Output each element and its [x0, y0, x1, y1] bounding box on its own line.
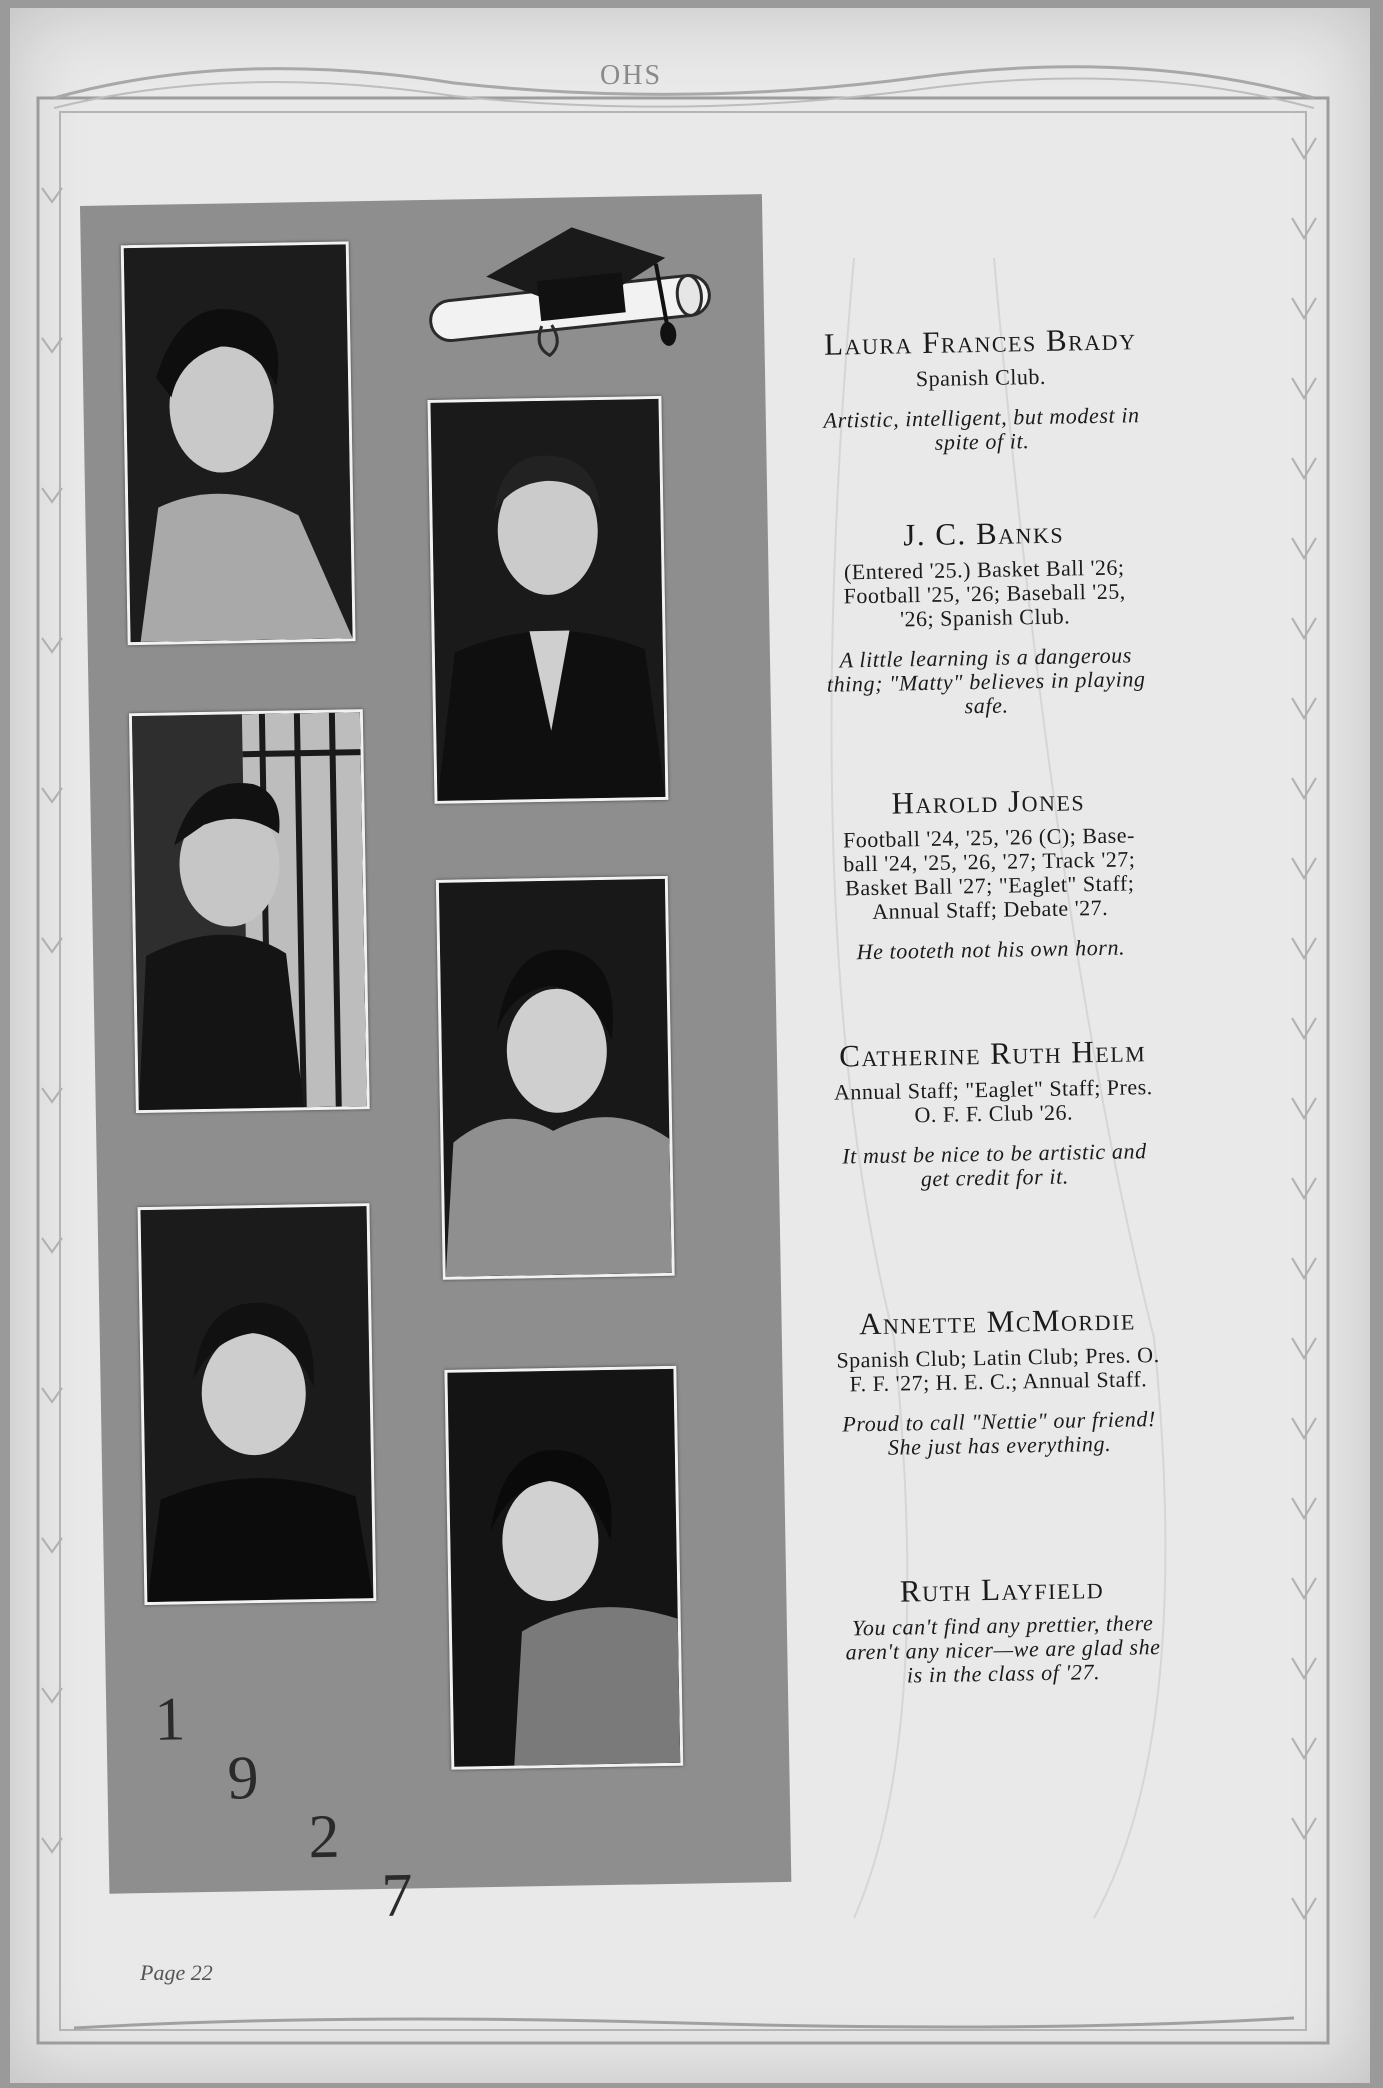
motto-line: He tooteth not his own horn.	[856, 934, 1126, 965]
motto-line: Proud to call "Nettie" our friend!	[842, 1406, 1157, 1437]
activity-line: (Entered '25.) Basket Ball '26;	[843, 554, 1125, 585]
student-name: Harold Jones	[891, 782, 1086, 821]
yearbook-page	[10, 8, 1370, 2083]
motto-line: You can't find any prettier, there	[851, 1610, 1154, 1641]
student-motto	[773, 1610, 1234, 1690]
portrait-woman-icon	[439, 879, 672, 1277]
activity-line: Basket Ball '27; "Eaglet" Staff;	[844, 870, 1135, 901]
motto-line: safe.	[964, 692, 1009, 719]
year-digit-2: 9	[226, 1744, 260, 1813]
activity-line: Annual Staff; Debate '27.	[871, 894, 1109, 924]
student-entry	[767, 1300, 1230, 1462]
student-entry	[750, 320, 1212, 458]
student-activities	[754, 554, 1215, 634]
motto-line: thing; "Matty" believes in playing	[826, 666, 1146, 697]
portrait-photo-5	[137, 1203, 376, 1605]
motto-line: spite of it.	[934, 428, 1030, 455]
portrait-photo-3	[129, 709, 370, 1113]
portrait-woman-icon	[447, 1369, 680, 1767]
student-activities	[768, 1342, 1229, 1398]
portrait-photo-1	[121, 241, 356, 645]
portrait-man-icon	[430, 399, 665, 801]
portrait-woman-icon	[141, 1206, 374, 1602]
portrait-woman-icon	[124, 244, 353, 642]
student-name: Ruth Layfield	[899, 1570, 1105, 1609]
activity-line: Spanish Club.	[915, 363, 1047, 392]
portrait-photo-6	[444, 1366, 683, 1770]
student-motto	[764, 1138, 1225, 1194]
motto-line: aren't any nicer—we are glad she	[845, 1634, 1161, 1665]
student-activities	[759, 822, 1221, 926]
student-activities	[763, 1074, 1224, 1130]
activity-line: Football '24, '25, '26 (C); Base-	[842, 822, 1135, 853]
year-digit-1: 1	[153, 1685, 187, 1754]
student-entry	[753, 512, 1216, 722]
student-name: J. C. Banks	[902, 514, 1065, 553]
student-motto	[756, 642, 1217, 722]
student-name: Laura Frances Brady	[823, 321, 1137, 362]
motto-line: A little learning is a dangerous	[839, 642, 1133, 673]
motto-line: is in the class of '27.	[906, 1659, 1101, 1688]
motto-line: It must be nice to be artistic and	[841, 1138, 1147, 1169]
motto-line: Artistic, intelligent, but modest in	[823, 402, 1140, 433]
photo-panel	[80, 194, 791, 1930]
portrait-man-icon	[132, 712, 367, 1110]
student-name: Catherine Ruth Helm	[838, 1033, 1147, 1074]
school-monogram: OHS	[600, 60, 663, 91]
student-entry	[762, 1032, 1225, 1194]
activity-line: Spanish Club; Latin Club; Pres. O.	[836, 1342, 1160, 1373]
motto-line: She just has everything.	[887, 1430, 1112, 1460]
student-entry	[772, 1568, 1234, 1690]
motto-line: get credit for it.	[920, 1163, 1070, 1192]
activity-line: Annual Staff; "Eaglet" Staff; Pres.	[833, 1074, 1153, 1105]
student-activities	[751, 362, 1211, 394]
activity-line: '26; Spanish Club.	[899, 603, 1071, 632]
page-number: Page 22	[140, 1960, 213, 1985]
year-digit-4: 7	[380, 1861, 414, 1930]
student-entry	[758, 780, 1221, 966]
activity-line: Football '25, '26; Baseball '25,	[843, 578, 1126, 609]
activity-line: O. F. F. Club '26.	[914, 1099, 1074, 1128]
graduation-cap-diploma-icon	[410, 218, 730, 398]
portrait-photo-4	[436, 876, 675, 1280]
portrait-photo-2	[427, 396, 668, 804]
activity-line: F. F. '27; H. E. C.; Annual Staff.	[849, 1366, 1148, 1397]
student-name: Annette McMordie	[858, 1301, 1137, 1342]
student-motto	[751, 402, 1212, 458]
student-motto	[769, 1406, 1230, 1462]
year-digit-3: 2	[307, 1802, 341, 1872]
activity-line: ball '24, '25, '26, '27; Track '27;	[843, 846, 1136, 877]
